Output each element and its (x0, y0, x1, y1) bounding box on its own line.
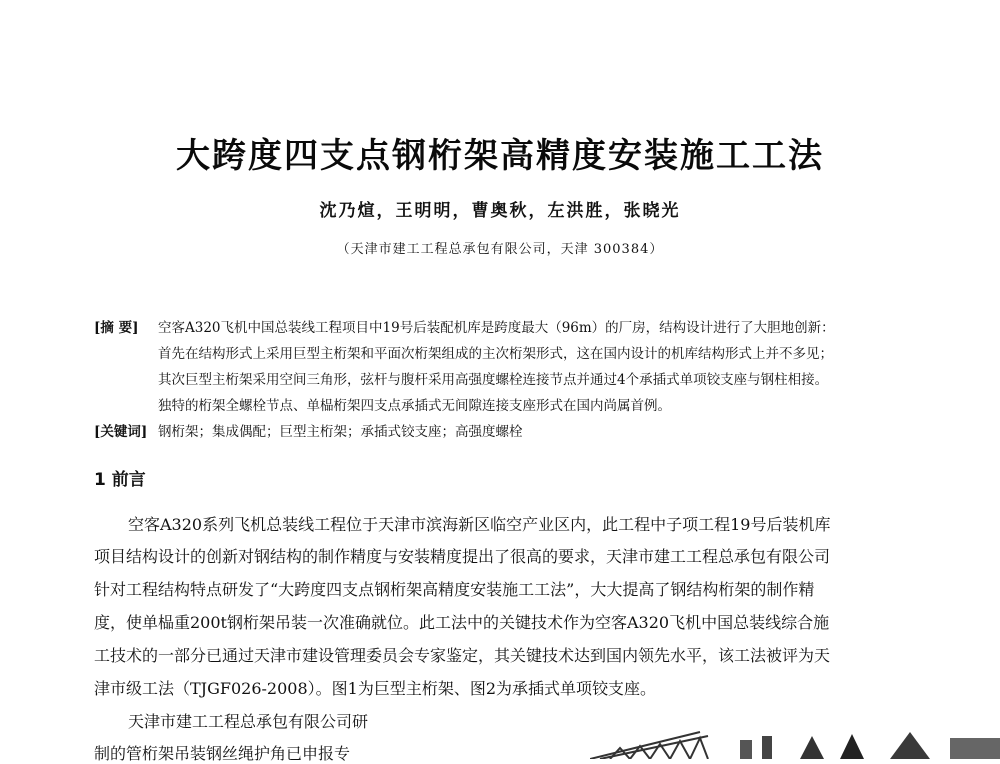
paragraph-line: 津市级工法（TJGF026-2008）。图1为巨型主桁架、图2为承插式单项铰支座。 (94, 679, 656, 698)
paragraph-line: 工技术的一部分已通过天津市建设管理委员会专家鉴定，其关键技术达到国内领先水平，该工法被评为天 (94, 646, 831, 665)
author-list: 沈乃煊，王明明，曹奥秋，左洪胜，张晓光 (319, 201, 681, 221)
abstract-line: 空客A320飞机中国总装线工程项目中19号后装配机库是跨度最大（96m）的厂房，结构设计进行了大胆地创新： (158, 320, 835, 336)
truss-figure-image (590, 728, 1000, 759)
paragraph-line: 项目结构设计的创新对钢结构的制作精度与安装精度提出了很高的要求，天津市建工工程总承包有限公司 (94, 547, 831, 566)
keywords-text: 钢桁架；集成偶配；巨型主桁架；承插式铰支座；高强度螺栓 (158, 424, 523, 440)
paragraph-line: 制的管桁架吊装钢丝绳护角已申报专 (94, 744, 351, 763)
abstract-line: 独特的桁架全螺栓节点、单榀桁架四支点承插式无间隙连接支座形式在国内尚属首例。 (158, 398, 671, 414)
paragraph-line: 针对工程结构特点研发了“大跨度四支点钢桁架高精度安装施工工法”，大大提高了钢结构桁架的制作精 (94, 580, 815, 599)
paper-title: 大跨度四支点钢桁架高精度安装施工工法 (176, 136, 824, 176)
paragraph-line: 空客A320系列飞机总装线工程位于天津市滨海新区临空产业区内，此工程中子项工程19号后装机库 (128, 515, 831, 534)
paragraph-line: 天津市建工工程总承包有限公司研 (128, 712, 369, 731)
abstract-label: [摘 要] (94, 320, 139, 336)
keywords-label: [关键词] (94, 424, 148, 440)
paragraph-line: 度，使单榀重200t钢桁架吊装一次准确就位。此工法中的关键技术作为空客A320飞机中国总装线综合施 (94, 613, 830, 632)
affiliation: （天津市建工工程总承包有限公司，天津 300384） (336, 242, 664, 257)
abstract-line: 其次巨型主桁架采用空间三角形，弦杆与腹杆采用高强度螺栓连接节点并通过4个承插式单项铰支座与钢柱相接。 (158, 372, 829, 388)
section-heading: 1 前言 (94, 470, 146, 490)
abstract-line: 首先在结构形式上采用巨型主桁架和平面次桁架组成的主次桁架形式，这在国内设计的机库结构形式上并不多见； (158, 346, 833, 362)
